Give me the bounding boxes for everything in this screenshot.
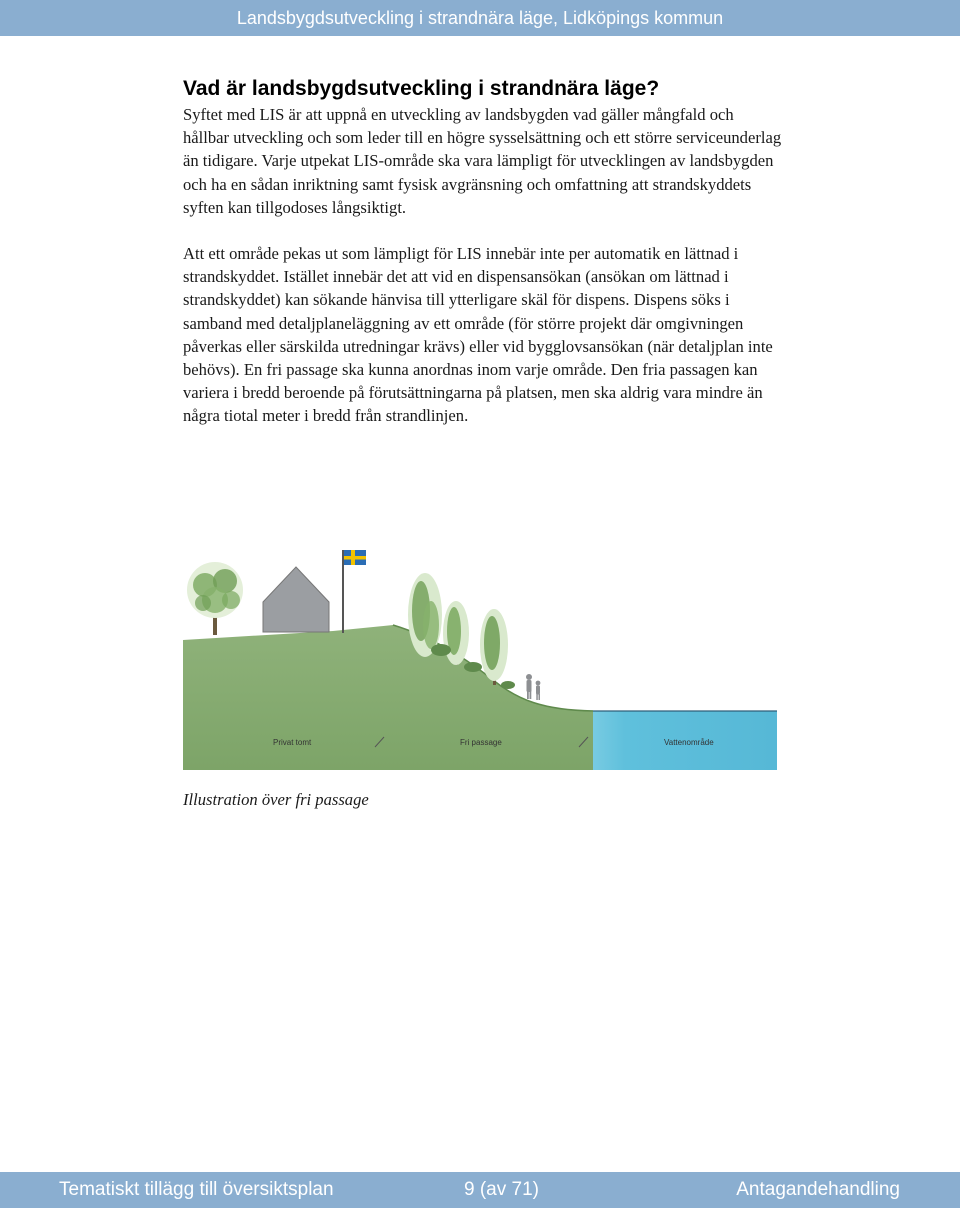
label-free-passage: Fri passage — [460, 738, 502, 747]
swedish-flag-icon — [343, 550, 366, 633]
paragraph-dispensation: Att ett område pekas ut som lämpligt för LIS innebär inte per automatik en lättnad i strandskyddet. Istället innebär det att vid en dispensansökan (ansökan om lättnad i strandskyddet) kan sökande hänvisa till ytterligare skäl för dispens. Dispens söks i samband med detaljplaneläggning av ett område (för större projekt där omgivningen påverkas eller särskilda utredningar krävs) eller vid bygglovsansökan (när detaljplan inte behövs). En fri passage ska kunna anordnas inom varje område. Den fria passagen kan variera i bredd beroende på förutsättningarna på platsen, men ska aldrig vara mindre än några tiotal meter i bredd från strandlinjen. — [183, 244, 773, 426]
label-water-area: Vattenområde — [664, 738, 714, 747]
figure-caption: Illustration över fri passage — [183, 790, 369, 809]
poplar-tree-icon — [443, 601, 469, 665]
people-icon — [526, 674, 540, 700]
label-private-plot: Privat tomt — [273, 738, 312, 747]
header-bar — [0, 0, 960, 36]
tree-icon — [187, 562, 243, 635]
section-heading: Vad är landsbygdsutveckling i strandnära läge? — [183, 77, 660, 100]
free-passage-illustration — [183, 545, 777, 770]
main-content — [183, 75, 783, 428]
footer-page-number: 9 (av 71) — [464, 1179, 539, 1200]
poplar-tree-icon — [408, 573, 442, 657]
house-icon — [263, 567, 329, 632]
ground-slope — [183, 625, 593, 770]
paragraph-purpose: Syftet med LIS är att uppnå en utveckling av landsbygden vad gäller mångfald och hållbar utveckling och som leder till en högre sysselsättning och ett större serviceunderlag än tidigare. Varje utpekat LIS-område ska vara lämpligt för utvecklingen av landsbygden och ha en sådan inriktning samt fysisk avgränsning och omfattning att strandskyddets syften kan tillgodoses långsiktigt. — [183, 105, 782, 217]
footer-bar — [0, 1172, 960, 1208]
footer-document-type: Tematiskt tillägg till översiktsplan — [59, 1179, 334, 1200]
footer-status: Antagandehandling — [736, 1179, 900, 1200]
document-title: Landsbygdsutveckling i strandnära läge, Lidköpings kommun — [236, 7, 724, 28]
